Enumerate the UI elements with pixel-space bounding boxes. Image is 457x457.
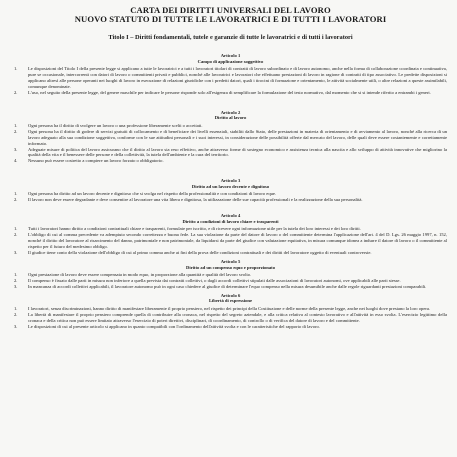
article-number: Articolo 2 [220, 109, 241, 115]
item-number: 2. [14, 311, 18, 317]
item-number: 3. [14, 146, 18, 152]
article-3 [14, 178, 447, 203]
article-item [14, 158, 447, 164]
article-item [14, 66, 447, 90]
article-1 [14, 53, 447, 96]
article-item [14, 324, 447, 330]
article-items [14, 123, 447, 164]
item-number: 4. [14, 158, 18, 164]
item-number: 1. [14, 272, 18, 278]
article-5 [14, 259, 447, 290]
item-text: I lavoratori, senza discriminazioni, hanno diritto di manifestare liberamente il proprio pensiero, nel rispetto dei principi della Costituzione e delle norme della presente legge, anche nei luoghi dove prestano la loro opera. [28, 306, 431, 312]
article-item [14, 129, 447, 147]
item-text: Il compenso è fissato dalle parti in misura non inferiore a quella prevista dai contratti collettivi, o dagli accordi collettivi stipulati dalle associazioni di lavoratori autonomi, ove applicabili alle parti stesse. [28, 278, 401, 284]
article-item [14, 312, 447, 324]
article-items [14, 66, 447, 96]
article-number: Articolo 5 [220, 258, 241, 264]
article-item [14, 197, 447, 203]
item-text: Ogni persona ha il diritto di godere di servizi gratuiti di collocamento e di beneficiare dei livelli essenziali, stabiliti dallo Stato, delle prestazioni in materia di orientamento e di avviamento al lavoro, nonché alla ricerca di un lavoro adeguato alla sua condizione soggettiva, conforme con le sue attitudini personali e i suoi interessi, in considerazione delle possibilità offerte dal mercato del lavoro, delle quali deve essere costantemente e correttamente informato. [28, 128, 447, 146]
item-number: 2. [14, 89, 18, 95]
item-number: 1. [14, 66, 18, 72]
article-heading: Diritto ad un lavoro decente e dignitoso [191, 183, 270, 189]
item-text: Ogni persona ha diritto ad un lavoro decente e dignitoso che si svolga nel rispetto della professionalità e con condizioni di lavoro eque. [28, 191, 277, 197]
item-number: 3. [14, 283, 18, 289]
article-number: Articolo 1 [220, 53, 241, 58]
article-6 [14, 293, 447, 330]
article-item [14, 90, 447, 96]
article-number: Articolo 3 [220, 178, 241, 184]
article-2 [14, 110, 447, 165]
item-text: Le disposizioni del Titolo I della presente legge si applicano a tutte le lavoratrici e a tutti i lavoratori titolari di contratti di lavoro subordinato e di lavoro autonomo, anche nella forma di collaborazione coordinata e continuativa, pure se occasionale, intercorrenti con datori di lavoro o committenti privati e pubblici, nonché alle lavoratrici e lavoratori che effettuano prestazioni di lavoro in ragione di contratti di tipo associativo. Le predette disposizioni si applicano altresì alle persone operanti nei luoghi di lavoro in esecuzione di relazioni giuridiche con i predetti datori, quali i tirocini di formazione e orientamento, le attività socialmente utili, o altre relazioni a queste assimilabili, comunque denominate. [28, 66, 447, 89]
item-text: Il lavoro non deve essere degradante e deve consentire al lavoratore una vita libera e dignitosa, la utilizzazione delle sue capacità professionali e la realizzazione della sua personalità. [28, 197, 363, 203]
item-text: Nessuno può essere costretto a compiere un lavoro forzato o obbligatorio. [28, 158, 164, 164]
article-items [14, 226, 447, 256]
article-heading: Diritto ad un compenso equo e proporzionato [186, 264, 275, 270]
title-line-1: CARTA DEI DIRITTI UNIVERSALI DEL LAVORO [130, 5, 331, 15]
item-text: L'obbligo di cui al comma precedente va adempiuto secondo correttezza e buona fede. La sua violazione da parte del datore di lavoro o del committente determina l'applicazione dell'art. 4 del D. Lgs. 26 maggio 1997, n. 152, nonché il diritto del lavoratore al risarcimento del danno, patrimoniale e non patrimoniale, da liquidarsi da parte del giudice con valutazione equitativa, in misura comunque idonea a indurre il datore di lavoro o il committente al rispetto per il futuro del medesimo obbligo. [28, 232, 447, 250]
item-text: Ogni persona ha il diritto di svolgere un lavoro o una professione liberamente scelti o accettati. [28, 122, 203, 128]
article-heading: Campo di applicazione soggettivo [197, 58, 264, 64]
item-number: 2. [14, 278, 18, 284]
document-title [14, 6, 447, 24]
article-item [14, 284, 447, 290]
item-text: Adeguate misure di politica del lavoro assicurano che il diritto al lavoro sia reso effettivo, anche attraverso forme di sostegno economico e assistenza tecnica alla nascita e allo sviluppo di attività innovative che migliorino la qualità della vita e il benessere delle persone e della collettività, la tutela dell'ambiente e la cura del territorio. [28, 146, 447, 158]
article-4 [14, 213, 447, 256]
document-subtitle: Titolo I – Diritti fondamentali, tutele e garanzie di tutte le lavoratrici e di tutti i lavoratori [108, 34, 353, 41]
article-items [14, 306, 447, 330]
item-text: L'uso, nel seguito della presente legge, del genere maschile per indicare le persone risponde solo all'esigenza di semplificare la formulazione del testo normativo, dal momento che si si intende riferito a entrambi i generi. [28, 89, 431, 95]
item-number: 3. [14, 250, 18, 256]
item-number: 1. [14, 122, 18, 128]
article-heading: Libertà di espressione [208, 298, 253, 304]
article-items [14, 272, 447, 290]
article-number: Articolo 6 [220, 292, 241, 298]
item-text: Tutti i lavoratori hanno diritto a condizioni contrattuali chiare e trasparenti, formulate per iscritto, e di ricevere ogni informazione utile per la tutela dei loro interessi e dei loro diritti. [28, 226, 361, 232]
item-number: 1. [14, 306, 18, 312]
item-number: 3. [14, 323, 18, 329]
item-number: 2. [14, 128, 18, 134]
item-number: 2. [14, 197, 18, 203]
article-heading: Diritto al lavoro [214, 115, 247, 121]
article-item [14, 250, 447, 256]
item-number: 2. [14, 232, 18, 238]
title-line-2: NUOVO STATUTO DI TUTTE LE LAVORATRICI E DI TUTTI I LAVORATORI [74, 14, 387, 24]
item-number: 1. [14, 226, 18, 232]
article-heading: Diritto a condizioni di lavoro chiare e trasparenti [182, 218, 279, 224]
item-text: La libertà di manifestare il proprio pensiero comprende quella di contribuire alla cronaca, nel rispetto del segreto aziendale, e alla critica relativa al contesto lavorativo e all'attività in esso svolta. L'esercizio legittimo della cronaca e della critica non può essere limitato attraverso l'esercizio di poteri direttivi, disciplinari, di coordinamento, di controllo o di verifica del datore di lavoro e del committente. [28, 311, 447, 323]
item-text: In mancanza di accordi collettivi applicabili, il lavoratore autonomo può in ogni caso chiedere al giudice di determinare l'equo compenso nella misura desumibile anche dalle regole riguardanti prestazioni comparabili. [28, 283, 427, 289]
article-item [14, 147, 447, 159]
article-number: Articolo 4 [220, 213, 241, 219]
article-items [14, 191, 447, 203]
item-text: Il giudice tiene conto della violazione dell'obbligo di cui al primo comma anche ai fini della prova delle condizioni contrattuali e dei diritti del lavoratore oggetto di eventuali controversie. [28, 250, 372, 256]
article-item [14, 232, 447, 250]
item-text: Ogni prestazione di lavoro deve essere compensata in modo equo, in proporzione alla quantità e qualità del lavoro svolto. [28, 272, 252, 278]
item-text: Le disposizioni di cui al presente articolo si applicano in quanto compatibili con l'ordinamento dell'attività svolta e con le caratteristiche del rapporto di lavoro. [28, 323, 320, 329]
item-number: 1. [14, 191, 18, 197]
